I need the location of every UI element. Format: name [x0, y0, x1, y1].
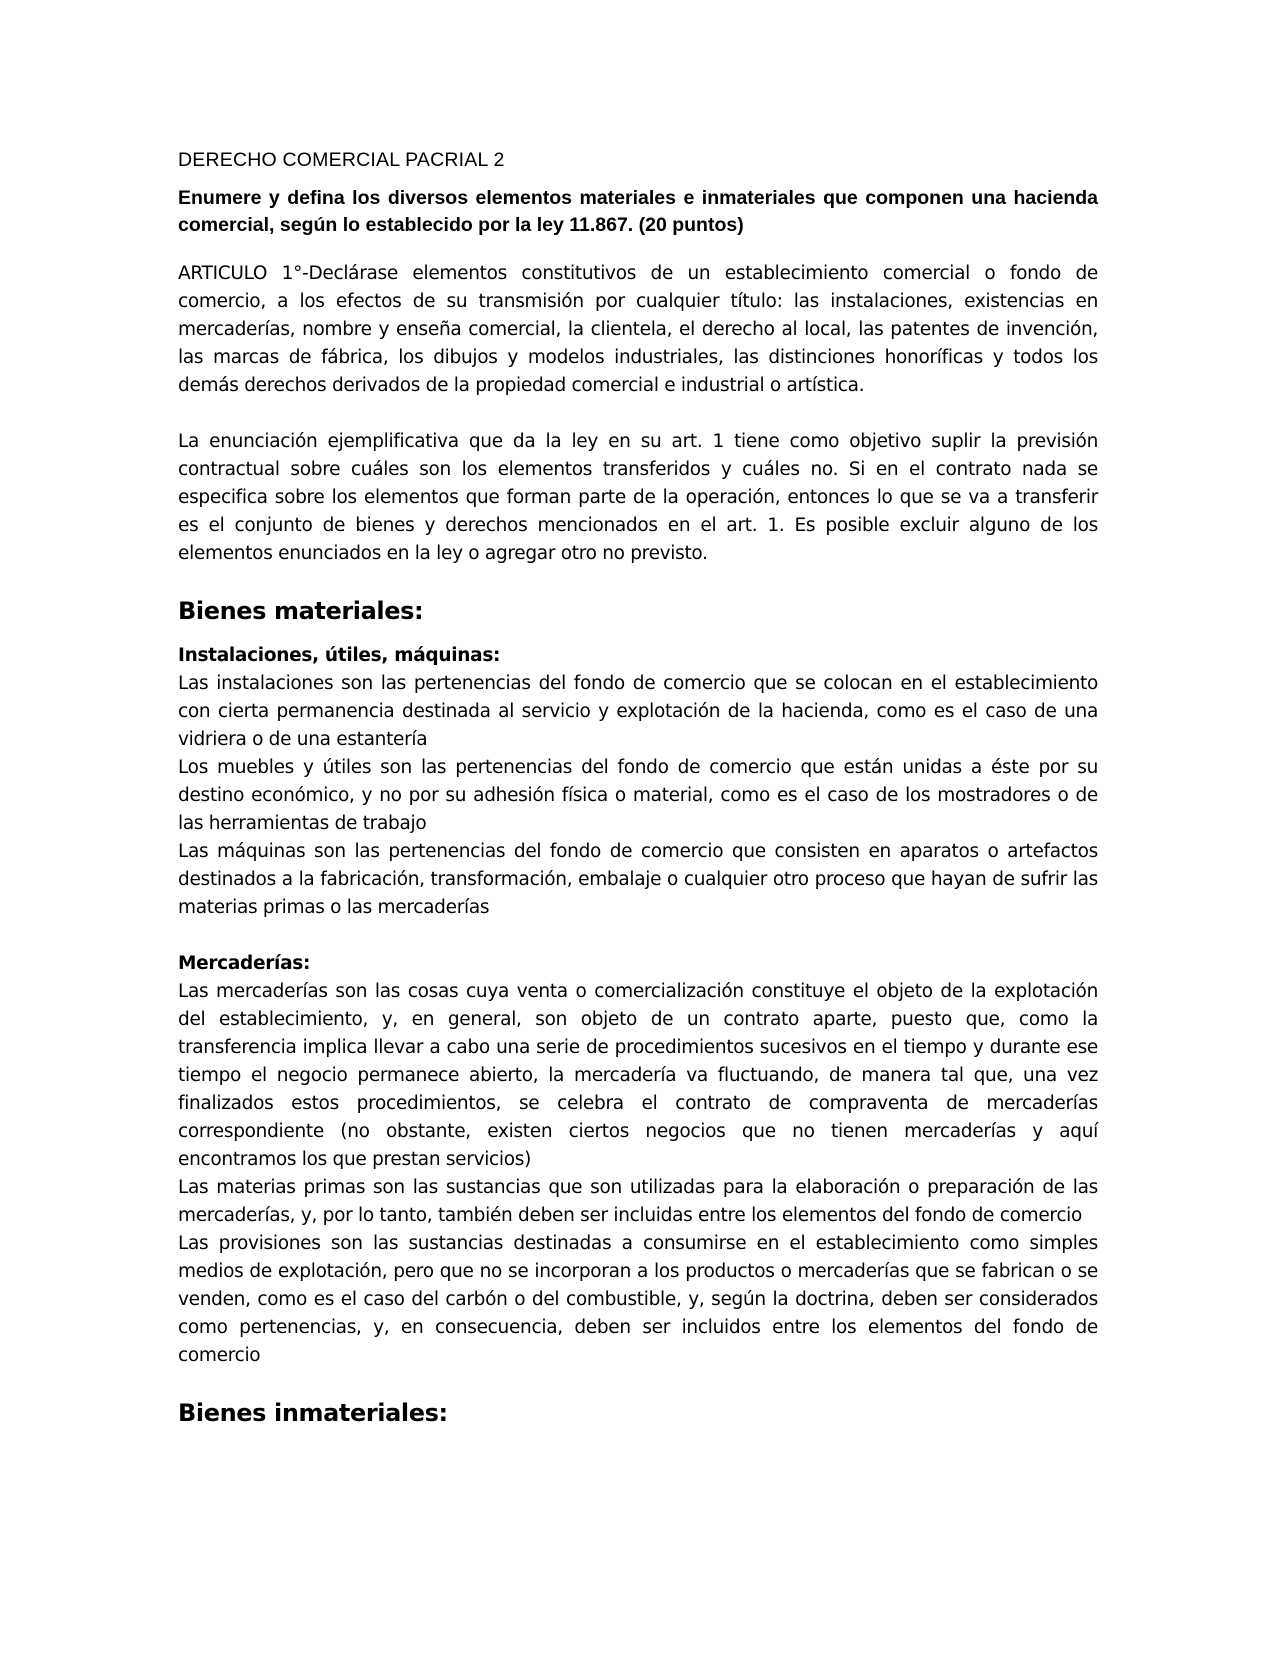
instalaciones-paragraph-1: Las instalaciones son las pertenencias del fondo de comercio que se colocan en el establecimiento con cierta permanencia destinada al servicio y explotación de la hacienda, como es el caso de una vidriera o de una estantería	[178, 673, 1098, 750]
section-heading-inmateriales: Bienes inmateriales:	[178, 1399, 448, 1427]
document-title: DERECHO COMERCIAL PACRIAL 2	[178, 149, 505, 171]
subheading-instalaciones: Instalaciones, útiles, máquinas:	[178, 645, 501, 666]
intro-paragraph: La enunciación ejemplificativa que da la ley en su art. 1 tiene como objetivo suplir la previsión contractual sobre cuáles son los elementos transferidos y cuáles no. Si en el contrato nada se especifica sobre los elementos que forman parte de la operación, entonces lo que se va a transferir es el conjunto de bienes y derechos mencionados en el art. 1. Es posible excluir alguno de los elementos enunciados en la ley o agregar otro no previsto.	[178, 431, 1098, 564]
mercaderias-paragraph-2: Las materias primas son las sustancias que son utilizadas para la elaboración o preparación de las mercaderías, y, por lo tanto, también deben ser incluidas entre los elementos del fondo de comercio	[178, 1177, 1098, 1226]
mercaderias-paragraph-1: Las mercaderías son las cosas cuya venta o comercialización constituye el objeto de la explotación del establecimiento, y, en general, son objeto de un contrato aparte, puesto que, como la transferencia implica llevar a cabo una serie de procedimientos sucesivos en el tiempo y durante ese tiempo el negocio permanece abierto, la mercadería va fluctuando, de manera tal que, una vez finalizados estos procedimientos, se celebra el contrato de compraventa de mercaderías correspondiente (no obstante, existen ciertos negocios que no tienen mercaderías y aquí encontramos los que prestan servicios)	[178, 981, 1098, 1170]
instalaciones-paragraph-2: Los muebles y útiles son las pertenencias del fondo de comercio que están unidas a éste por su destino económico, y no por su adhesión física o material, como es el caso de los mostradores o de las herramientas de trabajo	[178, 757, 1098, 834]
paragraph-spacer	[178, 922, 1098, 950]
exam-question: Enumere y defina los diversos elementos materiales e inmateriales que componen una hacienda comercial, según lo establecido por la ley 11.867. (20 puntos)	[178, 187, 1098, 236]
article-paragraph: ARTICULO 1°-Declárase elementos constitutivos de un establecimiento comercial o fondo de comercio, a los efectos de su transmisión por cualquier título: las instalaciones, existencias en mercaderías, nombre y enseña comercial, la clientela, el derecho al local, las patentes de invención, las marcas de fábrica, los dibujos y modelos industriales, las distinciones honoríficas y todos los demás derechos derivados de la propiedad comercial e industrial o artística.	[178, 263, 1098, 396]
section-heading-materiales: Bienes materiales:	[178, 597, 424, 625]
paragraph-spacer	[178, 400, 1098, 428]
subheading-mercaderias: Mercaderías:	[178, 953, 311, 974]
mercaderias-paragraph-3: Las provisiones son las sustancias destinadas a consumirse en el establecimiento como simples medios de explotación, pero que no se incorporan a los productos o mercaderías que se fabrican o se venden, como es el caso del carbón o del combustible, y, según la doctrina, deben ser considerados como pertenencias, y, en consecuencia, deben ser incluidos entre los elementos del fondo de comercio	[178, 1233, 1098, 1366]
document-page	[178, 146, 1098, 1430]
instalaciones-paragraph-3: Las máquinas son las pertenencias del fondo de comercio que consisten en aparatos o artefactos destinados a la fabricación, transformación, embalaje o cualquier otro proceso que hayan de sufrir las materias primas o las mercaderías	[178, 841, 1098, 918]
